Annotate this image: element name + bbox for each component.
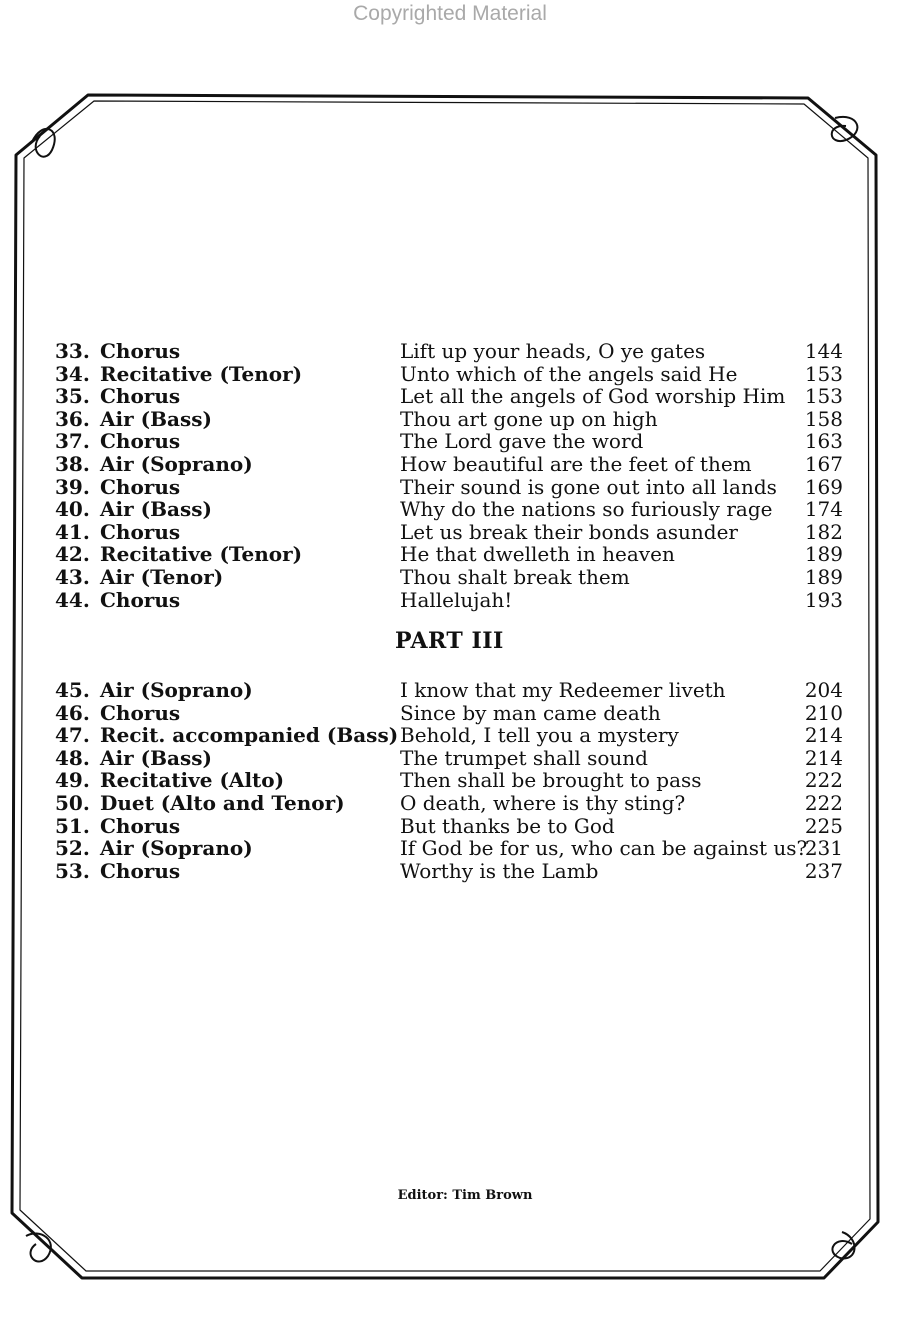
entry-number: 41. bbox=[55, 519, 90, 544]
entry-page-number: 158 bbox=[804, 406, 843, 431]
contents-entry bbox=[55, 769, 855, 792]
entry-type: Chorus bbox=[100, 429, 181, 454]
copyright-watermark: Copyrighted Material bbox=[353, 2, 547, 25]
entry-type: Recitative (Tenor) bbox=[100, 361, 303, 386]
entry-type: Chorus bbox=[100, 339, 181, 363]
entry-title: How beautiful are the feet of them bbox=[400, 451, 752, 476]
entry-type: Chorus bbox=[100, 519, 181, 544]
entry-number: 51. bbox=[55, 813, 90, 838]
contents-entry bbox=[55, 408, 855, 431]
contents-entry bbox=[55, 476, 855, 499]
entry-number: 39. bbox=[55, 474, 90, 499]
entry-type: Air (Soprano) bbox=[100, 836, 253, 861]
entry-title: Behold, I tell you a mystery bbox=[400, 723, 679, 748]
entry-type: Air (Bass) bbox=[100, 745, 212, 770]
entry-title: Worthy is the Lamb bbox=[400, 858, 599, 883]
entry-page-number: 225 bbox=[804, 813, 843, 838]
entry-type: Chorus bbox=[100, 813, 181, 838]
contents-entry bbox=[55, 747, 855, 770]
entry-page-number: 189 bbox=[804, 542, 843, 567]
contents-entry bbox=[55, 543, 855, 566]
entry-type: Air (Soprano) bbox=[100, 678, 253, 702]
entry-title: Unto which of the angels said He bbox=[400, 361, 738, 386]
entry-title: The trumpet shall sound bbox=[400, 745, 648, 770]
entry-type: Recitative (Alto) bbox=[100, 768, 285, 793]
entry-title: Why do the nations so furiously rage bbox=[400, 497, 773, 522]
entry-title: Let all the angels of God worship Him bbox=[400, 384, 786, 409]
entry-title: O death, where is thy sting? bbox=[400, 790, 686, 815]
entry-type: Recit. accompanied (Bass) bbox=[100, 723, 399, 748]
contents-entry bbox=[55, 385, 855, 408]
entry-page-number: 214 bbox=[804, 745, 843, 770]
entry-type: Air (Tenor) bbox=[100, 564, 224, 589]
entry-page-number: 214 bbox=[804, 723, 843, 748]
entry-page-number: 204 bbox=[804, 678, 843, 702]
contents-section-part-three bbox=[55, 679, 855, 882]
entry-number: 36. bbox=[55, 406, 90, 431]
entry-type: Chorus bbox=[100, 384, 181, 409]
contents-entry bbox=[55, 521, 855, 544]
entry-title: The Lord gave the word bbox=[400, 429, 644, 454]
contents-entry bbox=[55, 815, 855, 838]
contents-entry bbox=[55, 679, 855, 702]
entry-page-number: 169 bbox=[804, 474, 843, 499]
entry-number: 44. bbox=[55, 587, 90, 612]
contents-entry bbox=[55, 724, 855, 747]
entry-type: Chorus bbox=[100, 700, 181, 725]
part-three-heading: PART III bbox=[395, 628, 504, 654]
entry-page-number: 174 bbox=[804, 497, 843, 522]
contents-entry bbox=[55, 430, 855, 453]
editor-credit: Editor: Tim Brown bbox=[397, 1188, 533, 1203]
entry-page-number: 153 bbox=[804, 384, 843, 409]
entry-title: Let us break their bonds asunder bbox=[400, 519, 738, 544]
entry-number: 40. bbox=[55, 497, 90, 522]
entry-number: 53. bbox=[55, 858, 90, 883]
entry-title: Their sound is gone out into all lands bbox=[400, 474, 777, 499]
entry-number: 43. bbox=[55, 564, 90, 589]
contents-entry bbox=[55, 566, 855, 589]
entry-page-number: 182 bbox=[804, 519, 843, 544]
entry-number: 37. bbox=[55, 429, 90, 454]
entry-type: Duet (Alto and Tenor) bbox=[100, 790, 345, 815]
entry-title: Hallelujah! bbox=[400, 587, 513, 612]
entry-title: Thou shalt break them bbox=[400, 564, 630, 589]
entry-number: 48. bbox=[55, 745, 90, 770]
entry-title: He that dwelleth in heaven bbox=[400, 542, 675, 567]
entry-title: Lift up your heads, O ye gates bbox=[400, 339, 706, 363]
contents-entry bbox=[55, 702, 855, 725]
entry-number: 38. bbox=[55, 451, 90, 476]
contents-entry bbox=[55, 792, 855, 815]
entry-title: Then shall be brought to pass bbox=[400, 768, 702, 793]
entry-page-number: 222 bbox=[804, 790, 843, 815]
entry-number: 42. bbox=[55, 542, 90, 567]
entry-number: 45. bbox=[55, 678, 90, 702]
contents-entry bbox=[55, 837, 855, 860]
entry-number: 35. bbox=[55, 384, 90, 409]
entry-type: Air (Bass) bbox=[100, 406, 212, 431]
contents-entry bbox=[55, 860, 855, 883]
entry-number: 33. bbox=[55, 339, 90, 363]
contents-entry bbox=[55, 498, 855, 521]
entry-title: Thou art gone up on high bbox=[400, 406, 658, 431]
entry-title: I know that my Redeemer liveth bbox=[400, 678, 726, 702]
entry-page-number: 189 bbox=[804, 564, 843, 589]
entry-page-number: 231 bbox=[804, 836, 843, 861]
entry-type: Chorus bbox=[100, 587, 181, 612]
entry-title: If God be for us, who can be against us? bbox=[400, 836, 808, 861]
entry-number: 50. bbox=[55, 790, 90, 815]
entry-page-number: 237 bbox=[804, 858, 843, 883]
entry-page-number: 144 bbox=[804, 339, 843, 363]
entry-number: 47. bbox=[55, 723, 90, 748]
entry-type: Air (Bass) bbox=[100, 497, 212, 522]
entry-number: 46. bbox=[55, 700, 90, 725]
entry-page-number: 193 bbox=[804, 587, 843, 612]
entry-number: 52. bbox=[55, 836, 90, 861]
contents-entry bbox=[55, 589, 855, 612]
entry-type: Chorus bbox=[100, 474, 181, 499]
entry-page-number: 153 bbox=[804, 361, 843, 386]
entry-number: 49. bbox=[55, 768, 90, 793]
entry-page-number: 167 bbox=[804, 451, 843, 476]
entry-type: Recitative (Tenor) bbox=[100, 542, 303, 567]
entry-type: Chorus bbox=[100, 858, 181, 883]
contents-entry bbox=[55, 453, 855, 476]
entry-page-number: 210 bbox=[804, 700, 843, 725]
contents-entry bbox=[55, 363, 855, 386]
entry-page-number: 163 bbox=[804, 429, 843, 454]
contents-section-part-two bbox=[55, 340, 855, 611]
entry-number: 34. bbox=[55, 361, 90, 386]
entry-type: Air (Soprano) bbox=[100, 451, 253, 476]
entry-title: But thanks be to God bbox=[400, 813, 615, 838]
entry-title: Since by man came death bbox=[400, 700, 661, 725]
entry-page-number: 222 bbox=[804, 768, 843, 793]
contents-entry bbox=[55, 340, 855, 363]
